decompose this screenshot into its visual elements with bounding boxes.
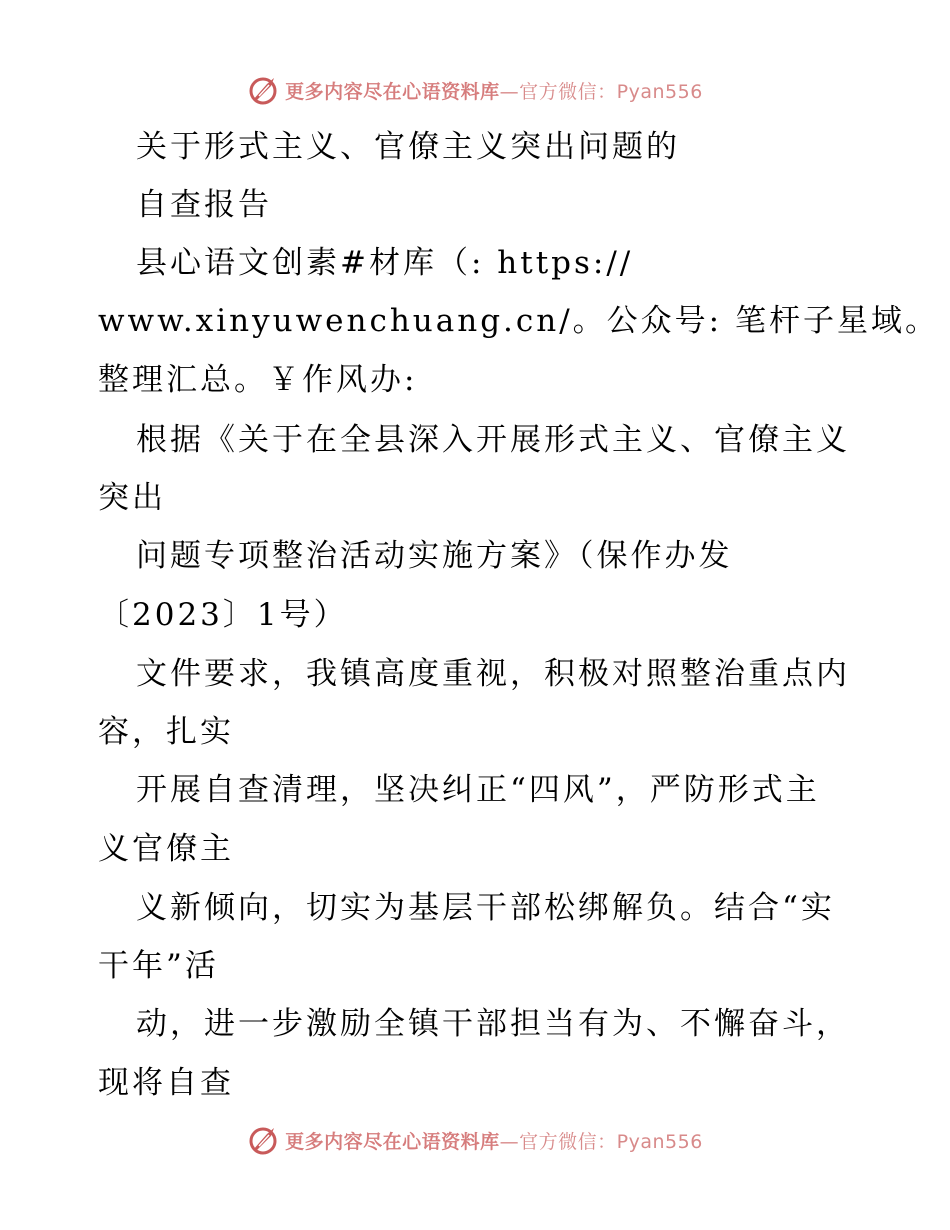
watermark-text [285, 77, 703, 104]
body-line: 县心语文创素#材库（: https:// [136, 245, 634, 281]
body-line: 整理汇总。￥作风办: [98, 362, 418, 398]
quill-logo-icon [247, 1124, 279, 1156]
body-line: www.xinyuwenchuang.cn/。公众号: 笔杆子星域。 [98, 303, 939, 339]
body-line: 容，扎实 [98, 714, 234, 750]
footer-watermark [0, 1120, 950, 1160]
body-line: 现将自查 [98, 1065, 234, 1101]
watermark-contact-text: 官方微信：Pyan556 [519, 80, 703, 103]
document-title-line-1: 关于形式主义、官僚主义突出问题的 [136, 129, 680, 165]
watermark-text [285, 1127, 703, 1154]
quill-logo-icon [247, 74, 279, 106]
body-line: 突出 [98, 480, 166, 516]
body-line: 根据《关于在全县深入开展形式主义、官僚主义 [136, 422, 850, 458]
body-line: 义官僚主 [98, 831, 234, 867]
watermark-separator: — [499, 1130, 520, 1153]
body-line: 问题专项整治活动实施方案》（保作办发 [136, 538, 733, 574]
header-watermark [0, 70, 950, 110]
body-line: 义新倾向，切实为基层干部松绑解负。结合“实 [136, 890, 835, 926]
body-line: 开展自查清理，坚决纠正“四风”，严防形式主 [136, 772, 820, 808]
watermark-main-text: 更多内容尽在心语资料库 [285, 1130, 500, 1153]
watermark-main-text: 更多内容尽在心语资料库 [285, 80, 500, 103]
document-title-line-2: 自查报告 [136, 187, 272, 223]
watermark-separator: — [499, 80, 520, 103]
body-line: 文件要求，我镇高度重视，积极对照整治重点内 [136, 656, 850, 692]
body-line: 干年”活 [98, 948, 219, 984]
body-line: 〔2023〕1号） [98, 597, 348, 633]
watermark-contact-text: 官方微信：Pyan556 [519, 1130, 703, 1153]
body-line: 动，进一步激励全镇干部担当有为、不懈奋斗， [136, 1006, 850, 1042]
